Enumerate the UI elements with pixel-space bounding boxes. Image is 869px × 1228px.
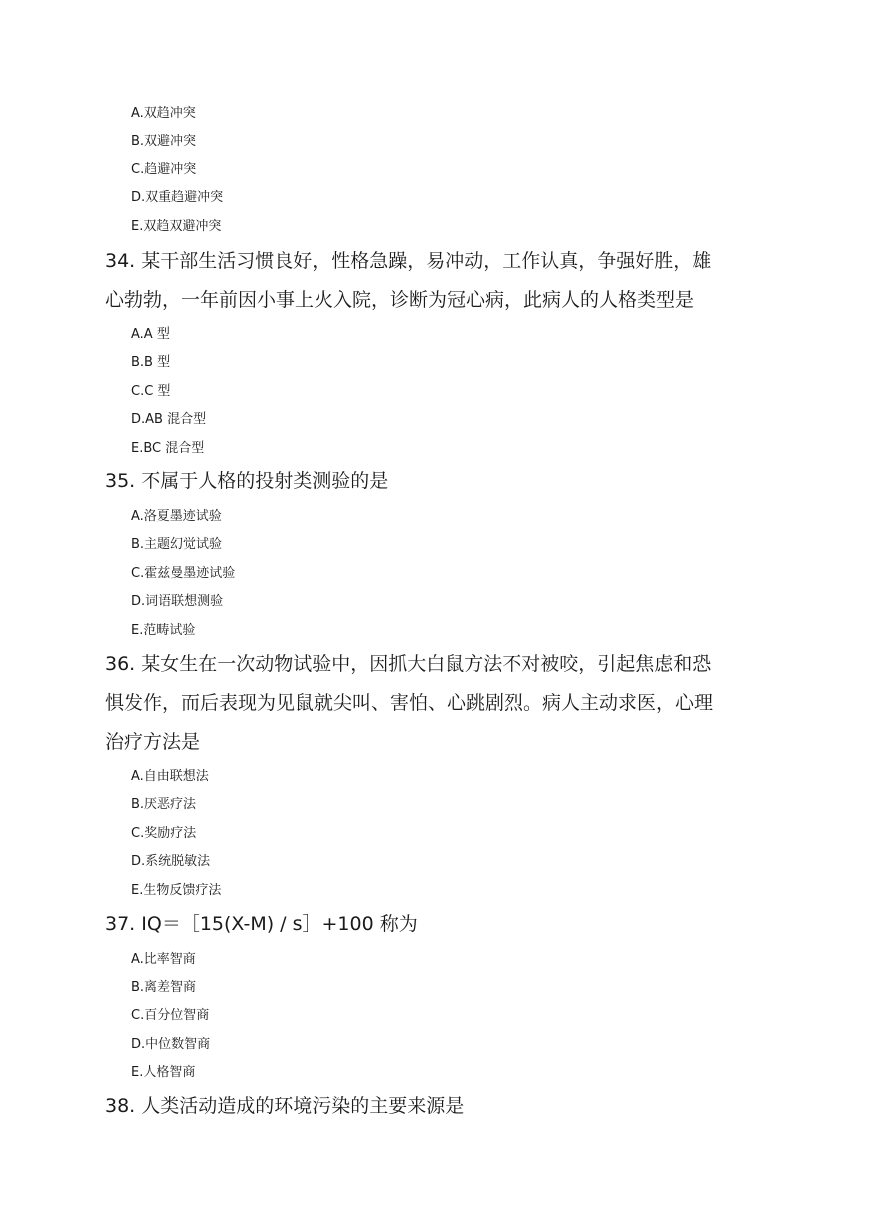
prev-option-b: B.双避冲突 — [131, 134, 197, 149]
question-35-option-e: E.范畴试验 — [131, 623, 196, 638]
question-36-option-b: B.厌恶疗法 — [131, 797, 197, 812]
question-34-option-d: D.AB 混合型 — [131, 412, 207, 427]
question-37-option-e: E.人格智商 — [131, 1065, 196, 1080]
prev-option-a: A.双趋冲突 — [131, 106, 196, 121]
question-36-line-2: 惧发作，而后表现为见鼠就尖叫、害怕、心跳剧烈。病人主动求医，心理 — [105, 692, 714, 714]
question-34-line-2: 心勃勃，一年前因小事上火入院，诊断为冠心病，此病人的人格类型是 — [105, 289, 695, 311]
prev-option-d: D.双重趋避冲突 — [131, 190, 224, 205]
question-36-option-e: E.生物反馈疗法 — [131, 883, 222, 898]
question-37-option-a: A.比率智商 — [131, 952, 196, 967]
question-34-option-e: E.BC 混合型 — [131, 441, 205, 456]
question-34-option-c: C.C 型 — [131, 384, 171, 399]
question-38-line-1: 38. 人类活动造成的环境污染的主要来源是 — [105, 1095, 465, 1117]
question-34-option-b: B.B 型 — [131, 355, 171, 370]
prev-option-e: E.双趋双避冲突 — [131, 219, 222, 234]
question-36-line-3: 治疗方法是 — [105, 731, 201, 753]
question-35-option-a: A.洛夏墨迹试验 — [131, 509, 222, 524]
question-37-option-c: C.百分位智商 — [131, 1008, 210, 1023]
question-37-line-1: 37. IQ＝［15(X-M) / s］+100 称为 — [105, 913, 418, 935]
question-35-line-1: 35. 不属于人格的投射类测验的是 — [105, 470, 389, 492]
question-36-option-a: A.自由联想法 — [131, 769, 209, 784]
question-37-option-b: B.离差智商 — [131, 980, 197, 995]
question-34-line-1: 34. 某干部生活习惯良好，性格急躁，易冲动，工作认真，争强好胜，雄 — [105, 250, 712, 272]
question-37-option-d: D.中位数智商 — [131, 1037, 211, 1052]
prev-option-c: C.趋避冲突 — [131, 162, 197, 177]
question-35-option-c: C.霍兹曼墨迹试验 — [131, 566, 236, 581]
question-34-option-a: A.A 型 — [131, 327, 170, 342]
question-36-line-1: 36. 某女生在一次动物试验中，因抓大白鼠方法不对被咬，引起焦虑和恐 — [105, 653, 712, 675]
question-35-option-b: B.主题幻觉试验 — [131, 537, 223, 552]
question-36-option-d: D.系统脱敏法 — [131, 854, 211, 869]
question-36-option-c: C.奖励疗法 — [131, 826, 197, 841]
question-35-option-d: D.词语联想测验 — [131, 594, 224, 609]
